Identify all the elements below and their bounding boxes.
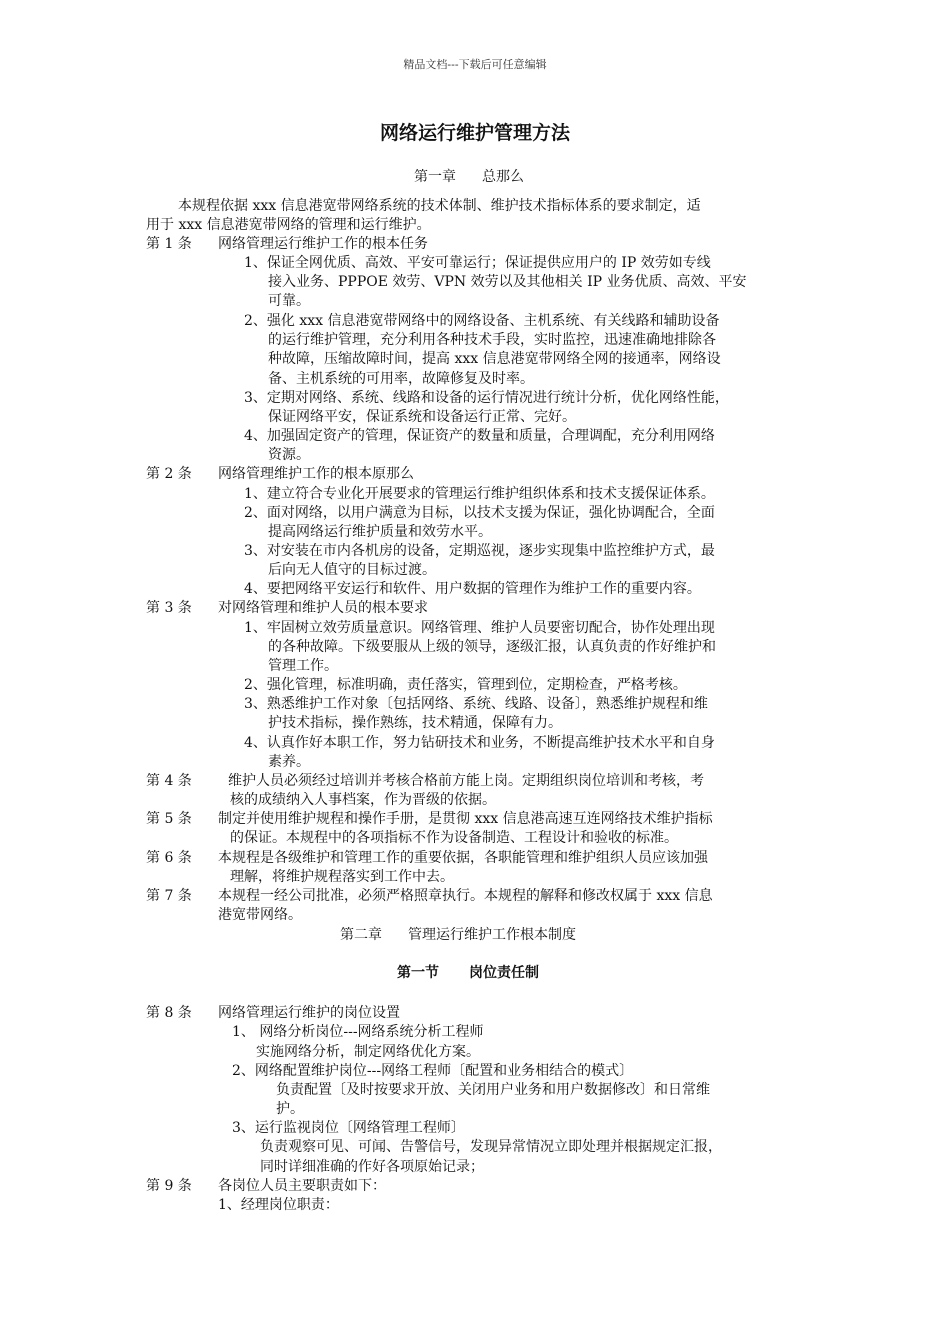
list-item: 1、建立符合专业化开展要求的管理运行维护组织体系和技术支援保证体系。 (244, 486, 715, 502)
article-2-title: 网络管理维护工作的根本原那么 (218, 466, 414, 482)
article-9-number: 第 9 条 (146, 1178, 192, 1194)
list-item: 2、强化 xxx 信息港宽带网络中的网络设备、主机系统、有关线路和辅助设备 (244, 313, 720, 329)
list-item-detail: 护。 (276, 1101, 304, 1117)
article-6-number: 第 6 条 (146, 850, 192, 866)
list-item: 3、对安装在市内各机房的设备，定期巡视，逐步实现集中监控维护方式，最 (244, 543, 715, 559)
list-item-detail: 负责配置〔及时按要求开放、关闭用户业务和用户数据修改〕和日常维 (276, 1082, 710, 1098)
list-item-continuation: 保证网络平安，保证系统和设备运行正常、完好。 (268, 409, 576, 425)
article-1-number: 第 1 条 (146, 236, 192, 252)
list-item: 3、熟悉维护工作对象〔包括网络、系统、线路、设备〕，熟悉维护规程和维 (244, 696, 708, 712)
list-item-continuation: 资源。 (268, 447, 310, 463)
article-2-number: 第 2 条 (146, 466, 192, 482)
article-4-number: 第 4 条 (146, 773, 192, 789)
article-8-title: 网络管理运行维护的岗位设置 (218, 1005, 400, 1021)
list-item: 2、面对网络，以用户满意为目标，以技术支援为保证，强化协调配合，全面 (244, 505, 715, 521)
article-5-text: 制定并使用维护规程和操作手册，是贯彻 xxx 信息港高速互连网络技术维护指标 (218, 811, 713, 827)
list-item-continuation: 备、主机系统的可用率，故障修复及时率。 (268, 371, 534, 387)
list-item: 2、强化管理，标准明确，责任落实，管理到位，定期检查，严格考核。 (244, 677, 687, 693)
article-7-number: 第 7 条 (146, 888, 192, 904)
list-item: 4、认真作好本职工作，努力钻研技术和业务，不断提高维护技术水平和自身 (244, 735, 715, 751)
list-item: 4、加强固定资产的管理，保证资产的数量和质量，合理调配，充分利用网络 (244, 428, 715, 444)
page-header-note: 精品文档---下载后可任意编辑 (403, 58, 547, 71)
list-item-continuation: 接入业务、PPPOE 效劳、VPN 效劳以及其他相关 IP 业务优质、高效、平安 (268, 274, 747, 290)
article-4-text: 维护人员必须经过培训并考核合格前方能上岗。定期组织岗位培训和考核，考 (228, 773, 704, 789)
article-6-text: 理解，将维护规程落实到工作中去。 (230, 869, 454, 885)
list-item-detail: 同时详细准确的作好各项原始记录； (260, 1159, 484, 1175)
document-title: 网络运行维护管理方法 (379, 122, 570, 144)
article-7-text: 本规程一经公司批准，必须严格照章执行。本规程的解释和修改权属于 xxx 信息 (218, 888, 713, 904)
chapter-2-heading: 第二章 管理运行维护工作根本制度 (340, 927, 576, 943)
intro-line: 用于 xxx 信息港宽带网络的管理和运行维护。 (146, 217, 431, 233)
article-1-title: 网络管理运行维护工作的根本任务 (218, 236, 428, 252)
list-item: 1、保证全网优质、高效、平安可靠运行；保证提供应用户的 IP 效劳如专线 (244, 255, 711, 271)
list-item-continuation: 素养。 (268, 754, 310, 770)
article-5-text: 的保证。本规程中的各项指标不作为设备制造、工程设计和验收的标准。 (230, 830, 678, 846)
article-5-number: 第 5 条 (146, 811, 192, 827)
article-4-text: 核的成绩纳入人事档案，作为晋级的依据。 (230, 792, 496, 808)
list-item: 3、运行监视岗位〔网络管理工程师〕 (232, 1120, 465, 1136)
chapter-1-heading: 第一章 总那么 (414, 169, 524, 185)
list-item: 1、经理岗位职责： (218, 1197, 339, 1213)
article-3-title: 对网络管理和维护人员的根本要求 (218, 600, 428, 616)
section-1-heading: 第一节 岗位责任制 (397, 965, 539, 981)
list-item-continuation: 可靠。 (268, 293, 310, 309)
list-item-detail: 负责观察可见、可闻、告警信号，发现异常情况立即处理并根据规定汇报， (260, 1139, 722, 1155)
list-item-continuation: 提高网络运行维护质量和效劳水平。 (268, 524, 492, 540)
list-item-continuation: 种故障，压缩故障时间，提高 xxx 信息港宽带网络全网的接通率，网络设 (268, 351, 721, 367)
article-6-text: 本规程是各级维护和管理工作的重要依据，各职能管理和维护组织人员应该加强 (218, 850, 708, 866)
list-item-continuation: 护技术指标，操作熟练，技术精通，保障有力。 (268, 715, 562, 731)
article-8-number: 第 8 条 (146, 1005, 192, 1021)
article-3-number: 第 3 条 (146, 600, 192, 616)
list-item-continuation: 的运行维护管理，充分利用各种技术手段，实时监控，迅速准确地排除各 (268, 332, 716, 348)
list-item: 1、牢固树立效劳质量意识。网络管理、维护人员要密切配合，协作处理出现 (244, 620, 715, 636)
list-item: 1、 网络分析岗位---网络系统分析工程师 (232, 1024, 484, 1040)
list-item: 4、要把网络平安运行和软件、用户数据的管理作为维护工作的重要内容。 (244, 581, 701, 597)
list-item: 3、定期对网络、系统、线路和设备的运行情况进行统计分析，优化网络性能， (244, 390, 729, 406)
article-9-title: 各岗位人员主要职责如下： (218, 1178, 386, 1194)
list-item-detail: 实施网络分析，制定网络优化方案。 (256, 1044, 480, 1060)
list-item-continuation: 后向无人值守的目标过渡。 (268, 562, 436, 578)
list-item-continuation: 的各种故障。下级要服从上级的领导，逐级汇报，认真负责的作好维护和 (268, 639, 716, 655)
list-item: 2、网络配置维护岗位---网络工程师〔配置和业务相结合的模式〕 (232, 1063, 634, 1079)
intro-line: 本规程依据 xxx 信息港宽带网络系统的技术体制、维护技术指标体系的要求制定，适 (178, 198, 701, 214)
list-item-continuation: 管理工作。 (268, 658, 338, 674)
article-7-text: 港宽带网络。 (218, 907, 302, 923)
